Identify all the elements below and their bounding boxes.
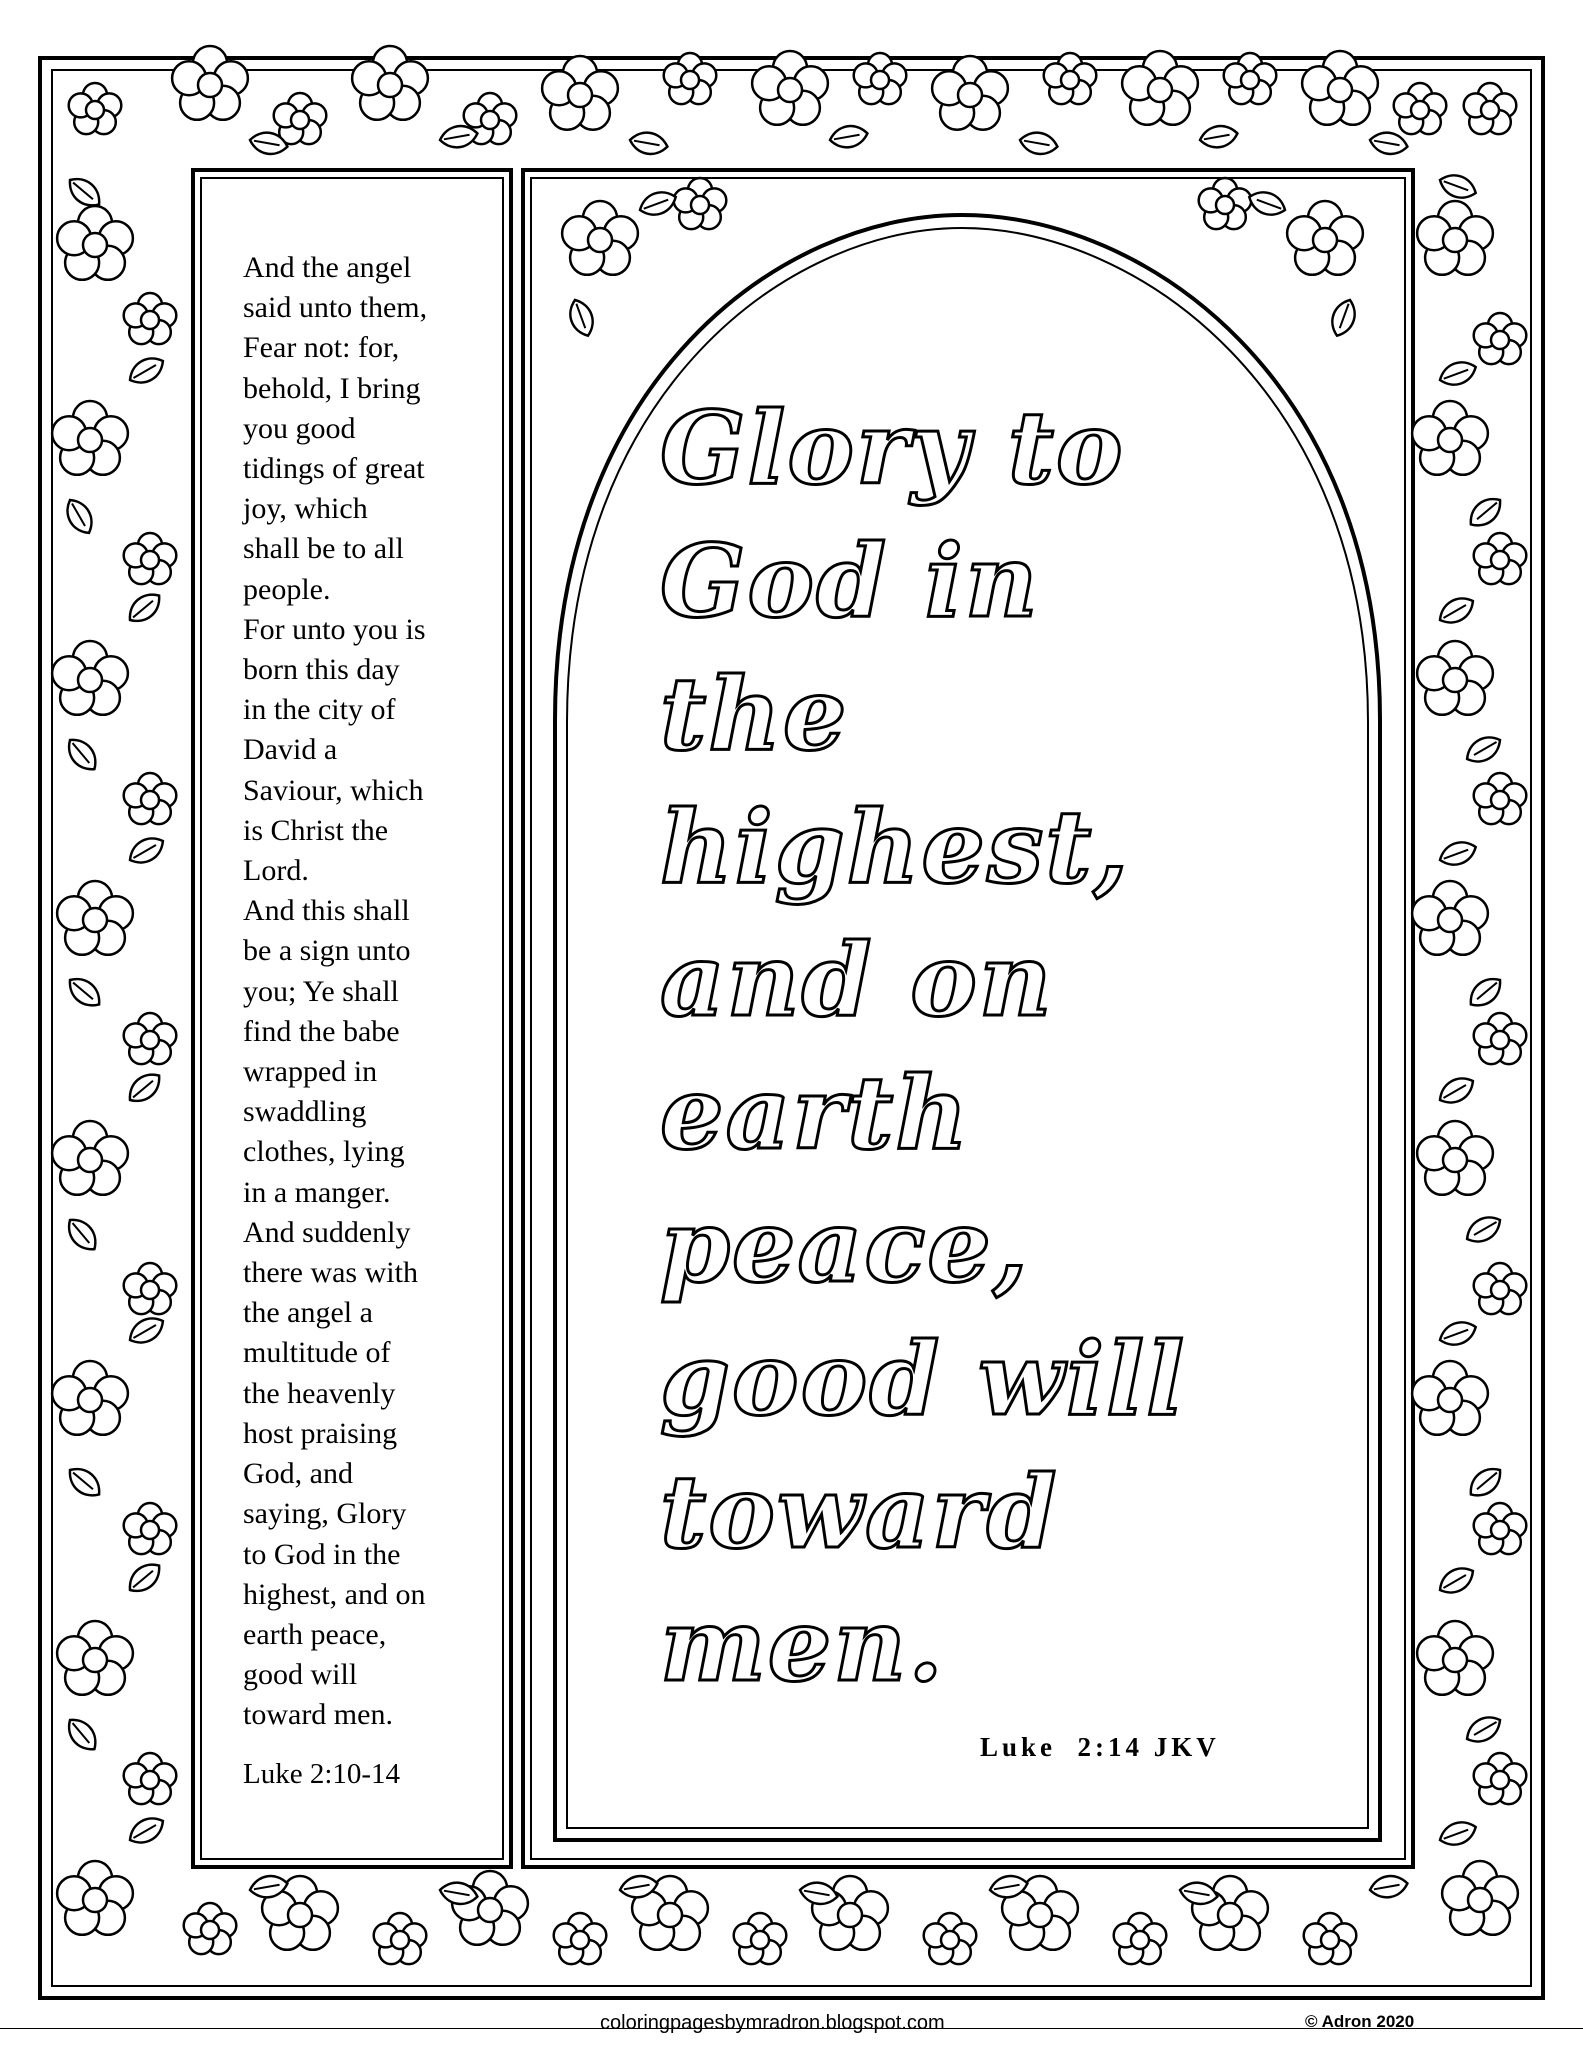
left-verse-line: clothes, lying — [243, 1135, 405, 1169]
left-verse-line: host praising — [243, 1416, 398, 1450]
main-verse-line: men. — [660, 1586, 945, 1704]
left-verse-line: to God in the — [243, 1537, 401, 1571]
left-verse-line: shall be to all — [243, 532, 404, 566]
main-verse-reference: Luke 2:14 JKV — [980, 1732, 1220, 1762]
left-verse-line: you good — [243, 411, 356, 445]
left-verse-line: multitude of — [243, 1336, 391, 1370]
left-verse-line: David a — [243, 733, 338, 767]
main-verse-line: peace, — [660, 1187, 1030, 1305]
left-verse-line: in the city of — [243, 693, 396, 727]
main-verse-line: highest, — [660, 788, 1131, 906]
left-verse-line: saying, Glory — [243, 1497, 407, 1531]
left-verse-line: highest, and on — [243, 1577, 426, 1611]
left-verse-line: the angel a — [243, 1296, 373, 1330]
left-verse-line: earth peace, — [243, 1617, 387, 1651]
left-verse-line: the heavenly — [243, 1376, 396, 1410]
left-verse-line: in a manger. — [243, 1175, 391, 1209]
left-verse-line: good will — [243, 1658, 358, 1692]
left-verse-line: behold, I bring — [243, 371, 421, 405]
left-verse-line: is Christ the — [243, 813, 389, 847]
left-verse-line: you; Ye shall — [243, 974, 399, 1008]
left-verse-line: And suddenly — [243, 1215, 411, 1249]
left-verse-line: Lord. — [243, 854, 309, 888]
left-verse-line: tidings of great — [243, 452, 425, 486]
left-verse-line: there was with — [243, 1256, 418, 1290]
left-verse-line: swaddling — [243, 1095, 367, 1129]
left-verse-reference: Luke 2:10-14 — [243, 1758, 401, 1790]
left-verse-line: And the angel — [243, 251, 412, 284]
main-verse-text — [660, 382, 1186, 1712]
main-verse-line: earth — [660, 1054, 970, 1172]
left-verse-line: Fear not: for, — [243, 331, 400, 365]
left-verse-line: born this day — [243, 653, 400, 687]
left-verse-line: For unto you is — [243, 612, 426, 646]
main-verse-line: the — [660, 655, 849, 773]
footer-copyright: © Adron 2020 — [1305, 2012, 1415, 2031]
footer-website: coloringpagesbymradron.blogspot.com — [600, 2012, 945, 2034]
left-verse-line: wrapped in — [243, 1055, 378, 1089]
main-verse-line: Glory to — [660, 389, 1125, 507]
footer-divider — [0, 2028, 1583, 2029]
main-verse-line: toward — [660, 1453, 1059, 1571]
left-verse-line: toward men. — [243, 1698, 393, 1732]
left-verse-line: And this shall — [243, 894, 410, 928]
left-verse-line: joy, which — [243, 492, 368, 526]
left-verse-line: people. — [243, 572, 331, 606]
main-verse-line: and on — [660, 921, 1054, 1039]
left-verse-line: God, and — [243, 1457, 353, 1491]
left-verse-line: be a sign unto — [243, 934, 411, 968]
left-verse-line: find the babe — [243, 1014, 400, 1048]
left-scripture-text — [243, 248, 488, 1736]
main-verse-line: good will — [660, 1320, 1187, 1438]
left-verse-line: Saviour, which — [243, 773, 424, 807]
left-verse-line: said unto them, — [243, 291, 428, 325]
main-verse-line: God in — [660, 522, 1040, 640]
